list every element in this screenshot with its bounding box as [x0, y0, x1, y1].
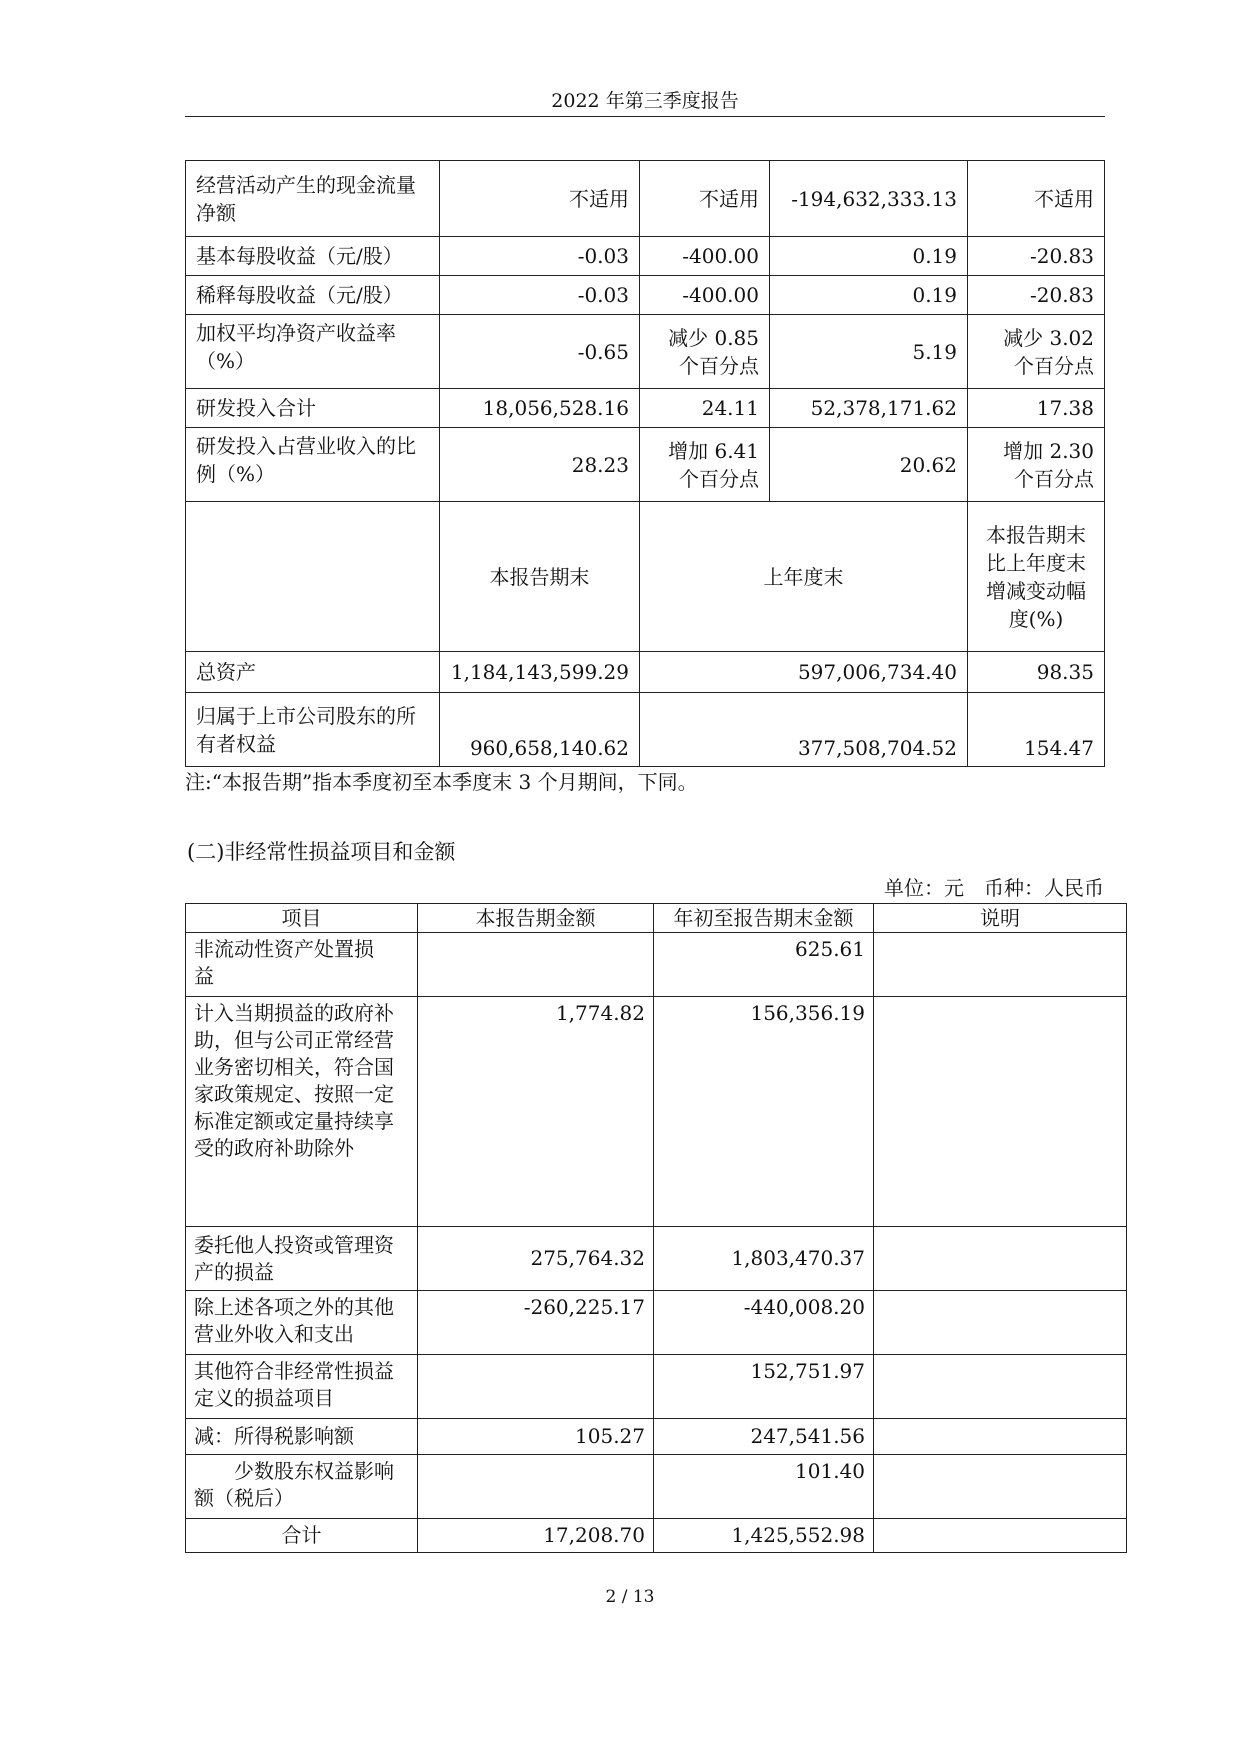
cell-value: 0.19	[770, 276, 968, 315]
table-header-row	[186, 904, 1127, 933]
cell-value: 增加 2.30 个百分点	[968, 428, 1105, 502]
cell-value: 625.61	[654, 933, 874, 997]
cell-value: 减少 0.85 个百分点	[640, 315, 770, 389]
cell-value: 597,006,734.40	[640, 652, 968, 693]
page-number: 2 / 13	[605, 1587, 655, 1607]
item-label: 减：所得税影响额	[186, 1419, 418, 1455]
row-label: 研发投入合计	[186, 389, 440, 428]
item-label: 其他符合非经常性损益 定义的损益项目	[186, 1355, 418, 1419]
cell-value: -0.65	[440, 315, 640, 389]
row-label: 基本每股收益（元/股）	[186, 237, 440, 276]
cell-value: -20.83	[968, 276, 1105, 315]
cell-note	[874, 1419, 1127, 1455]
cell-value: 减少 3.02 个百分点	[968, 315, 1105, 389]
row-label: 稀释每股收益（元/股）	[186, 276, 440, 315]
table-row	[186, 1227, 1127, 1291]
item-label: 少数股东权益影响 额（税后）	[186, 1455, 418, 1519]
cell-value: 377,508,704.52	[640, 693, 968, 767]
cell-value: 24.11	[640, 389, 770, 428]
table-row	[186, 1419, 1127, 1455]
cell-value: -0.03	[440, 276, 640, 315]
item-label: 非流动性资产处置损 益	[186, 933, 418, 997]
cell-note	[874, 997, 1127, 1227]
cell-value: 1,184,143,599.29	[440, 652, 640, 693]
cell-value: -194,632,333.13	[770, 161, 968, 237]
column-header: 年初至报告期末金额	[654, 904, 874, 933]
table-row	[186, 693, 1105, 767]
cell-note	[874, 1291, 1127, 1355]
cell-value: -440,008.20	[654, 1291, 874, 1355]
row-label: 总资产	[186, 652, 440, 693]
cell-value: 154.47	[968, 693, 1105, 767]
cell-value: 275,764.32	[418, 1227, 654, 1291]
cell-value: 1,425,552.98	[654, 1519, 874, 1553]
empty-cell	[186, 502, 440, 652]
column-header: 项目	[186, 904, 418, 933]
cell-value: -260,225.17	[418, 1291, 654, 1355]
cell-note	[874, 933, 1127, 997]
cell-value: 17.38	[968, 389, 1105, 428]
table-row	[186, 237, 1105, 276]
page-header-title: 2022 年第三季度报告	[551, 90, 739, 112]
table-row	[186, 1355, 1127, 1419]
item-label: 委托他人投资或管理资 产的损益	[186, 1227, 418, 1291]
row-label: 归属于上市公司股东的所 有者权益	[186, 693, 440, 767]
table-subheader-row	[186, 502, 1105, 652]
item-label: 除上述各项之外的其他 营业外收入和支出	[186, 1291, 418, 1355]
cell-value: 20.62	[770, 428, 968, 502]
column-header: 本报告期末 比上年度末 增减变动幅 度(%)	[968, 502, 1105, 652]
header-divider	[185, 116, 1105, 117]
cell-value: 不适用	[440, 161, 640, 237]
table-row	[186, 997, 1127, 1227]
cell-value: 105.27	[418, 1419, 654, 1455]
cell-value	[418, 1455, 654, 1519]
cell-value: 5.19	[770, 315, 968, 389]
cell-note	[874, 1227, 1127, 1291]
cell-value: 1,774.82	[418, 997, 654, 1227]
table-row	[186, 933, 1127, 997]
cell-value: -0.03	[440, 237, 640, 276]
cell-note	[874, 1355, 1127, 1419]
cell-note	[874, 1519, 1127, 1553]
table-row	[186, 276, 1105, 315]
cell-value: 156,356.19	[654, 997, 874, 1227]
cell-value: 101.40	[654, 1455, 874, 1519]
cell-value	[418, 933, 654, 997]
item-label: 合计	[186, 1519, 418, 1553]
row-label: 加权平均净资产收益率 （%）	[186, 315, 440, 389]
cell-value: -400.00	[640, 276, 770, 315]
financial-indicators-table	[185, 160, 1105, 767]
cell-value: 1,803,470.37	[654, 1227, 874, 1291]
cell-value: -400.00	[640, 237, 770, 276]
table-total-row	[186, 1519, 1127, 1553]
row-label: 经营活动产生的现金流量 净额	[186, 161, 440, 237]
table-note: 注:“本报告期”指本季度初至本季度末 3 个月期间，下同。	[185, 770, 698, 794]
table-row	[186, 1291, 1127, 1355]
cell-value: -20.83	[968, 237, 1105, 276]
cell-value: 960,658,140.62	[440, 693, 640, 767]
cell-value: 17,208.70	[418, 1519, 654, 1553]
column-header: 上年度末	[640, 502, 968, 652]
item-label: 计入当期损益的政府补 助，但与公司正常经营 业务密切相关，符合国 家政策规定、按照一定 标准定额或定量持续享 受的政府补助除外	[186, 997, 418, 1227]
row-label: 研发投入占营业收入的比 例（%）	[186, 428, 440, 502]
cell-note	[874, 1455, 1127, 1519]
cell-value: 28.23	[440, 428, 640, 502]
cell-value: 152,751.97	[654, 1355, 874, 1419]
cell-value: 不适用	[968, 161, 1105, 237]
table-row	[186, 315, 1105, 389]
cell-value: 18,056,528.16	[440, 389, 640, 428]
unit-label: 单位：元 币种：人民币	[884, 876, 1104, 900]
table-row	[186, 389, 1105, 428]
cell-value: 52,378,171.62	[770, 389, 968, 428]
section-title: (二)非经常性损益项目和金额	[187, 840, 456, 864]
non-recurring-items-table	[185, 903, 1127, 1553]
column-header: 本报告期金额	[418, 904, 654, 933]
table-row	[186, 652, 1105, 693]
cell-value: 0.19	[770, 237, 968, 276]
cell-value: 增加 6.41 个百分点	[640, 428, 770, 502]
table-row	[186, 161, 1105, 237]
cell-value: 247,541.56	[654, 1419, 874, 1455]
column-header: 本报告期末	[440, 502, 640, 652]
cell-value	[418, 1355, 654, 1419]
cell-value: 98.35	[968, 652, 1105, 693]
table-row	[186, 428, 1105, 502]
column-header: 说明	[874, 904, 1127, 933]
table-row	[186, 1455, 1127, 1519]
cell-value: 不适用	[640, 161, 770, 237]
